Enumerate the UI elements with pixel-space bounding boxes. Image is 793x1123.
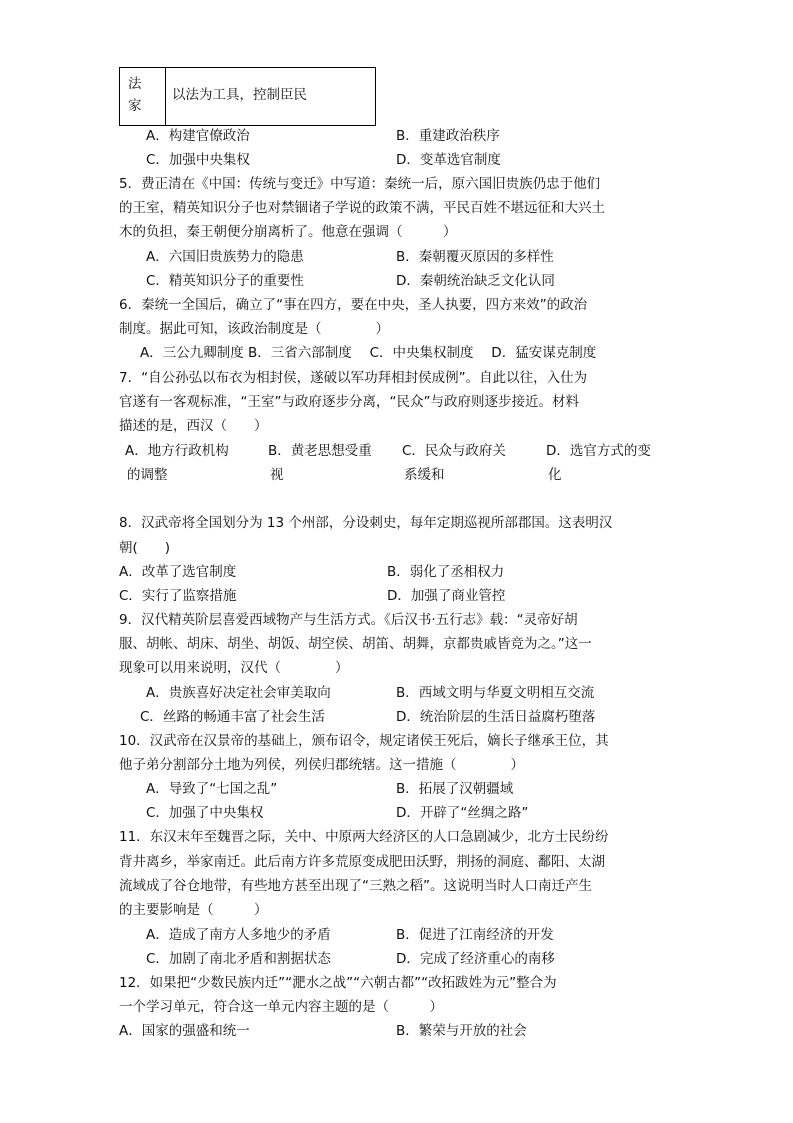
school-char-2: 家	[128, 98, 142, 114]
q8-stem-line-1: 8．汉武帝将全国划分为 13 个州部，分设刺史，每年定期巡视所部郡国。这表明汉	[119, 515, 613, 531]
q10-option-a: A．导致了“七国之乱”	[146, 781, 278, 797]
school-thought-table-fragment	[119, 67, 376, 126]
q11-option-b: B．促进了江南经济的开发	[396, 927, 554, 943]
q9-option-b: B．西域文明与华夏文明相互交流	[396, 685, 595, 701]
q10-stem-line-2: 他子弟分割部分土地为列侯，列侯归郡统辖。这一措施（ ）	[119, 757, 524, 773]
q8-stem-line-2: 朝( )	[119, 540, 171, 556]
q7-option-b-line-2: 视	[270, 467, 284, 483]
q6-stem-line-2: 制度。据此可知，该政治制度是（ ）	[119, 321, 389, 337]
q11-stem-line-2: 背井离乡，举家南迁。此后南方许多荒原变成肥田沃野，荆扬的洞庭、鄱阳、太湖	[119, 854, 605, 870]
q6-stem-line-1: 6．秦统一全国后，确立了“事在四方，要在中央，圣人执要，四方来效”的政治	[119, 297, 588, 313]
q11-option-d: D．完成了经济重心的南移	[396, 951, 555, 967]
q5-stem-line-2: 的王室，精英知识分子也对禁锢诸子学说的政策不满，平民百姓不堪远征和大兴土	[119, 200, 605, 216]
q12-option-a: A．国家的强盛和统一	[119, 1023, 250, 1039]
q5-option-d: D．秦朝统治缺乏文化认同	[396, 273, 555, 289]
q11-stem-line-4: 的主要影响是（ ）	[119, 902, 268, 918]
q8-option-b: B．弱化了丞相权力	[387, 564, 505, 580]
q12-stem-line-2: 一个学习单元，符合这一单元内容主题的是（ ）	[119, 999, 443, 1015]
school-name-cell	[120, 68, 166, 125]
q11-stem-line-1: 11．东汉末年至魏晋之际，关中、中原两大经济区的人口急剧减少，北方士民纷纷	[119, 829, 609, 845]
q5-option-a: A．六国旧贵族势力的隐患	[146, 249, 304, 265]
q7-stem-line-3: 描述的是，西汉（ ）	[119, 418, 268, 434]
q9-option-c: C．丝路的畅通丰富了社会生活	[140, 709, 325, 725]
q4-option-a: A．构建官僚政治	[146, 128, 250, 144]
q9-option-a: A．贵族喜好决定社会审美取向	[146, 685, 331, 701]
q9-stem-line-2: 服、胡帐、胡床、胡坐、胡饭、胡空侯、胡笛、胡舞，京都贵戚皆竞为之。”这一	[119, 636, 592, 652]
q7-option-a-line-2: 的调整	[127, 467, 168, 483]
q5-stem-line-1: 5．费正清在《中国：传统与变迁》中写道：秦统一后，原六国旧贵族仍忠于他们	[119, 176, 601, 192]
q9-stem-line-3: 现象可以用来说明，汉代（ ）	[119, 660, 349, 676]
q12-stem-line-1: 12．如果把“少数民族内迁”“淝水之战”“六朝古都”“改拓跋姓为元”整合为	[119, 975, 557, 991]
q10-option-b: B．拓展了汉朝疆域	[396, 781, 514, 797]
q7-option-a-line-1: A．地方行政机构	[125, 443, 229, 459]
q9-option-d: D．统治阶层的生活日益腐朽堕落	[396, 709, 596, 725]
q7-option-b-line-1: B．黄老思想受重	[268, 443, 372, 459]
q6-options: A．三公九卿制度 B．三省六部制度 C．中央集权制度 D．猛安谋克制度	[140, 345, 597, 361]
q7-option-c-line-2: 系缓和	[404, 467, 445, 483]
q7-stem-line-2: 官遂有一客观标准，“王室”与政府逐步分离，“民众”与政府则逐步接近。材料	[119, 394, 579, 410]
q4-option-b: B．重建政治秩序	[396, 128, 500, 144]
school-char-1: 法	[128, 76, 142, 92]
q5-stem-line-3: 木的负担，秦王朝便分崩离析了。他意在强调（ ）	[119, 224, 457, 240]
q10-option-c: C．加强了中央集权	[146, 805, 264, 821]
q12-option-b: B．繁荣与开放的社会	[396, 1023, 527, 1039]
q7-option-d-line-1: D．选官方式的变	[546, 443, 651, 459]
q5-option-c: C．精英知识分子的重要性	[146, 273, 304, 289]
q7-option-c-line-1: C．民众与政府关	[402, 443, 506, 459]
q10-option-d: D．开辟了“丝绸之路”	[396, 805, 529, 821]
q5-option-b: B．秦朝覆灭原因的多样性	[396, 249, 554, 265]
q4-option-c: C．加强中央集权	[146, 152, 250, 168]
q4-option-d: D．变革选官制度	[396, 152, 501, 168]
q10-stem-line-1: 10．汉武帝在汉景帝的基础上，颁布诏令，规定诸侯王死后，嫡长子继承王位，其	[119, 733, 609, 749]
q7-option-d-line-2: 化	[548, 467, 562, 483]
q9-stem-line-1: 9．汉代精英阶层喜爱西域物产与生活方式。《后汉书·五行志》载：“灵帝好胡	[119, 612, 578, 628]
q8-option-d: D．加强了商业管控	[387, 588, 506, 604]
q11-stem-line-3: 流域成了谷仓地带，有些地方甚至出现了“三熟之稻”。这说明当时人口南迁产生	[119, 878, 592, 894]
q7-stem-line-1: 7．“自公孙弘以布衣为相封侯，遂破以军功拜相封侯成例”。自此以往，入仕为	[119, 370, 588, 386]
q11-option-a: A．造成了南方人多地少的矛盾	[146, 927, 331, 943]
q8-option-a: A．改革了选官制度	[119, 564, 237, 580]
q8-option-c: C．实行了监察措施	[119, 588, 237, 604]
q11-option-c: C．加剧了南北矛盾和割据状态	[146, 951, 331, 967]
school-content-cell: 以法为工具，控制臣民	[172, 87, 307, 103]
